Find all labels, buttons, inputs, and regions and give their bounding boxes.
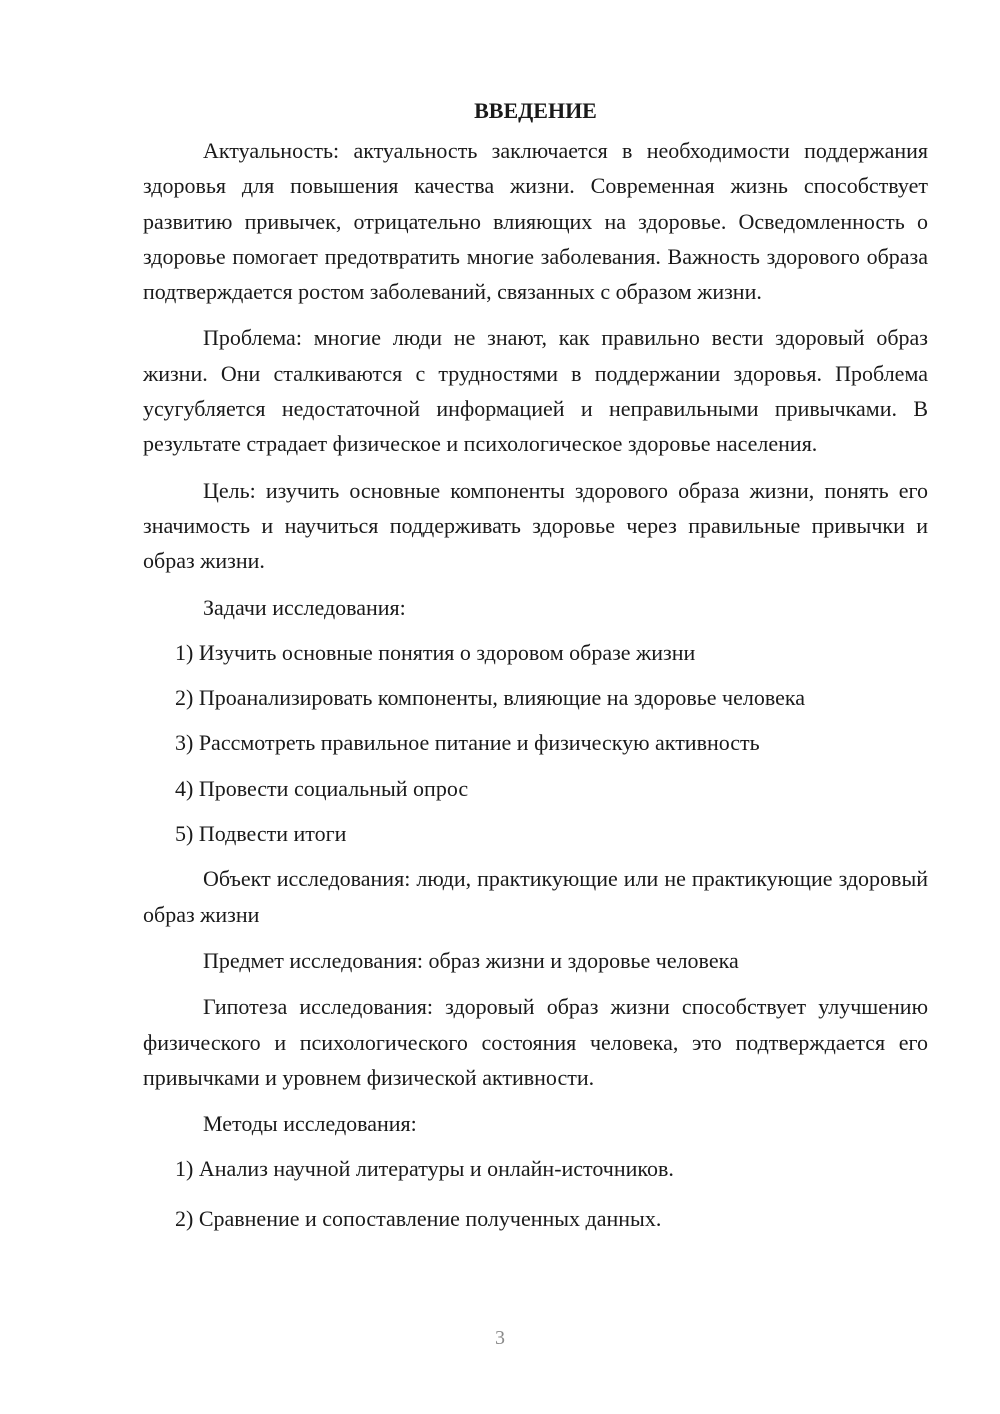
page-title: ВВЕДЕНИЕ [474,98,597,123]
document-page [143,93,928,1250]
subject-paragraph: Предмет исследования: образ жизни и здоровье человека [203,947,739,973]
object-paragraph: Объект исследования: люди, практикующие или не практикующие здоровый образ жизни [143,866,928,927]
list-item: 3) Рассмотреть правильное питание и физическую активность [175,730,760,756]
problem-paragraph: Проблема: многие люди не знают, как правильно вести здоровый образ жизни. Они сталкиваются с трудностями в поддержании здоровья. Проблема усугубляется недостаточной информацией и неправильными привычками. В результате страдает физическое и психологическое здоровье населения. [143,325,928,457]
page-number: 3 [495,1327,505,1349]
list-item: 2) Сравнение и сопоставление полученных данных. [175,1205,662,1231]
methods-heading: Методы исследования: [203,1111,417,1137]
tasks-list [143,635,928,851]
list-item: 1) Изучить основные понятия о здоровом образе жизни [175,639,696,665]
methods-list [143,1151,928,1236]
tasks-heading: Задачи исследования: [203,594,406,620]
list-item: 5) Подвести итоги [175,821,347,847]
goal-paragraph: Цель: изучить основные компоненты здорового образа жизни, понять его значимость и научиться поддерживать здоровье через правильные привычки и образ жизни. [143,477,928,574]
list-item: 4) Провести социальный опрос [175,775,469,801]
list-item: 1) Анализ научной литературы и онлайн-источников. [175,1156,674,1182]
list-item: 2) Проанализировать компоненты, влияющие на здоровье человека [175,685,805,711]
relevance-paragraph: Актуальность: актуальность заключается в необходимости поддержания здоровья для повышения качества жизни. Современная жизнь способствует развитию привычек, отрицательно влияющих на здоровье. Осведомленность о здоровье помогает предотвратить многие заболевания. Важность здорового образа подтверждается ростом заболеваний, связанных с образом жизни. [143,138,928,305]
hypothesis-paragraph: Гипотеза исследования: здоровый образ жизни способствует улучшению физического и психологического состояния человека, это подтверждается его привычками и уровнем физической активности. [143,994,928,1090]
